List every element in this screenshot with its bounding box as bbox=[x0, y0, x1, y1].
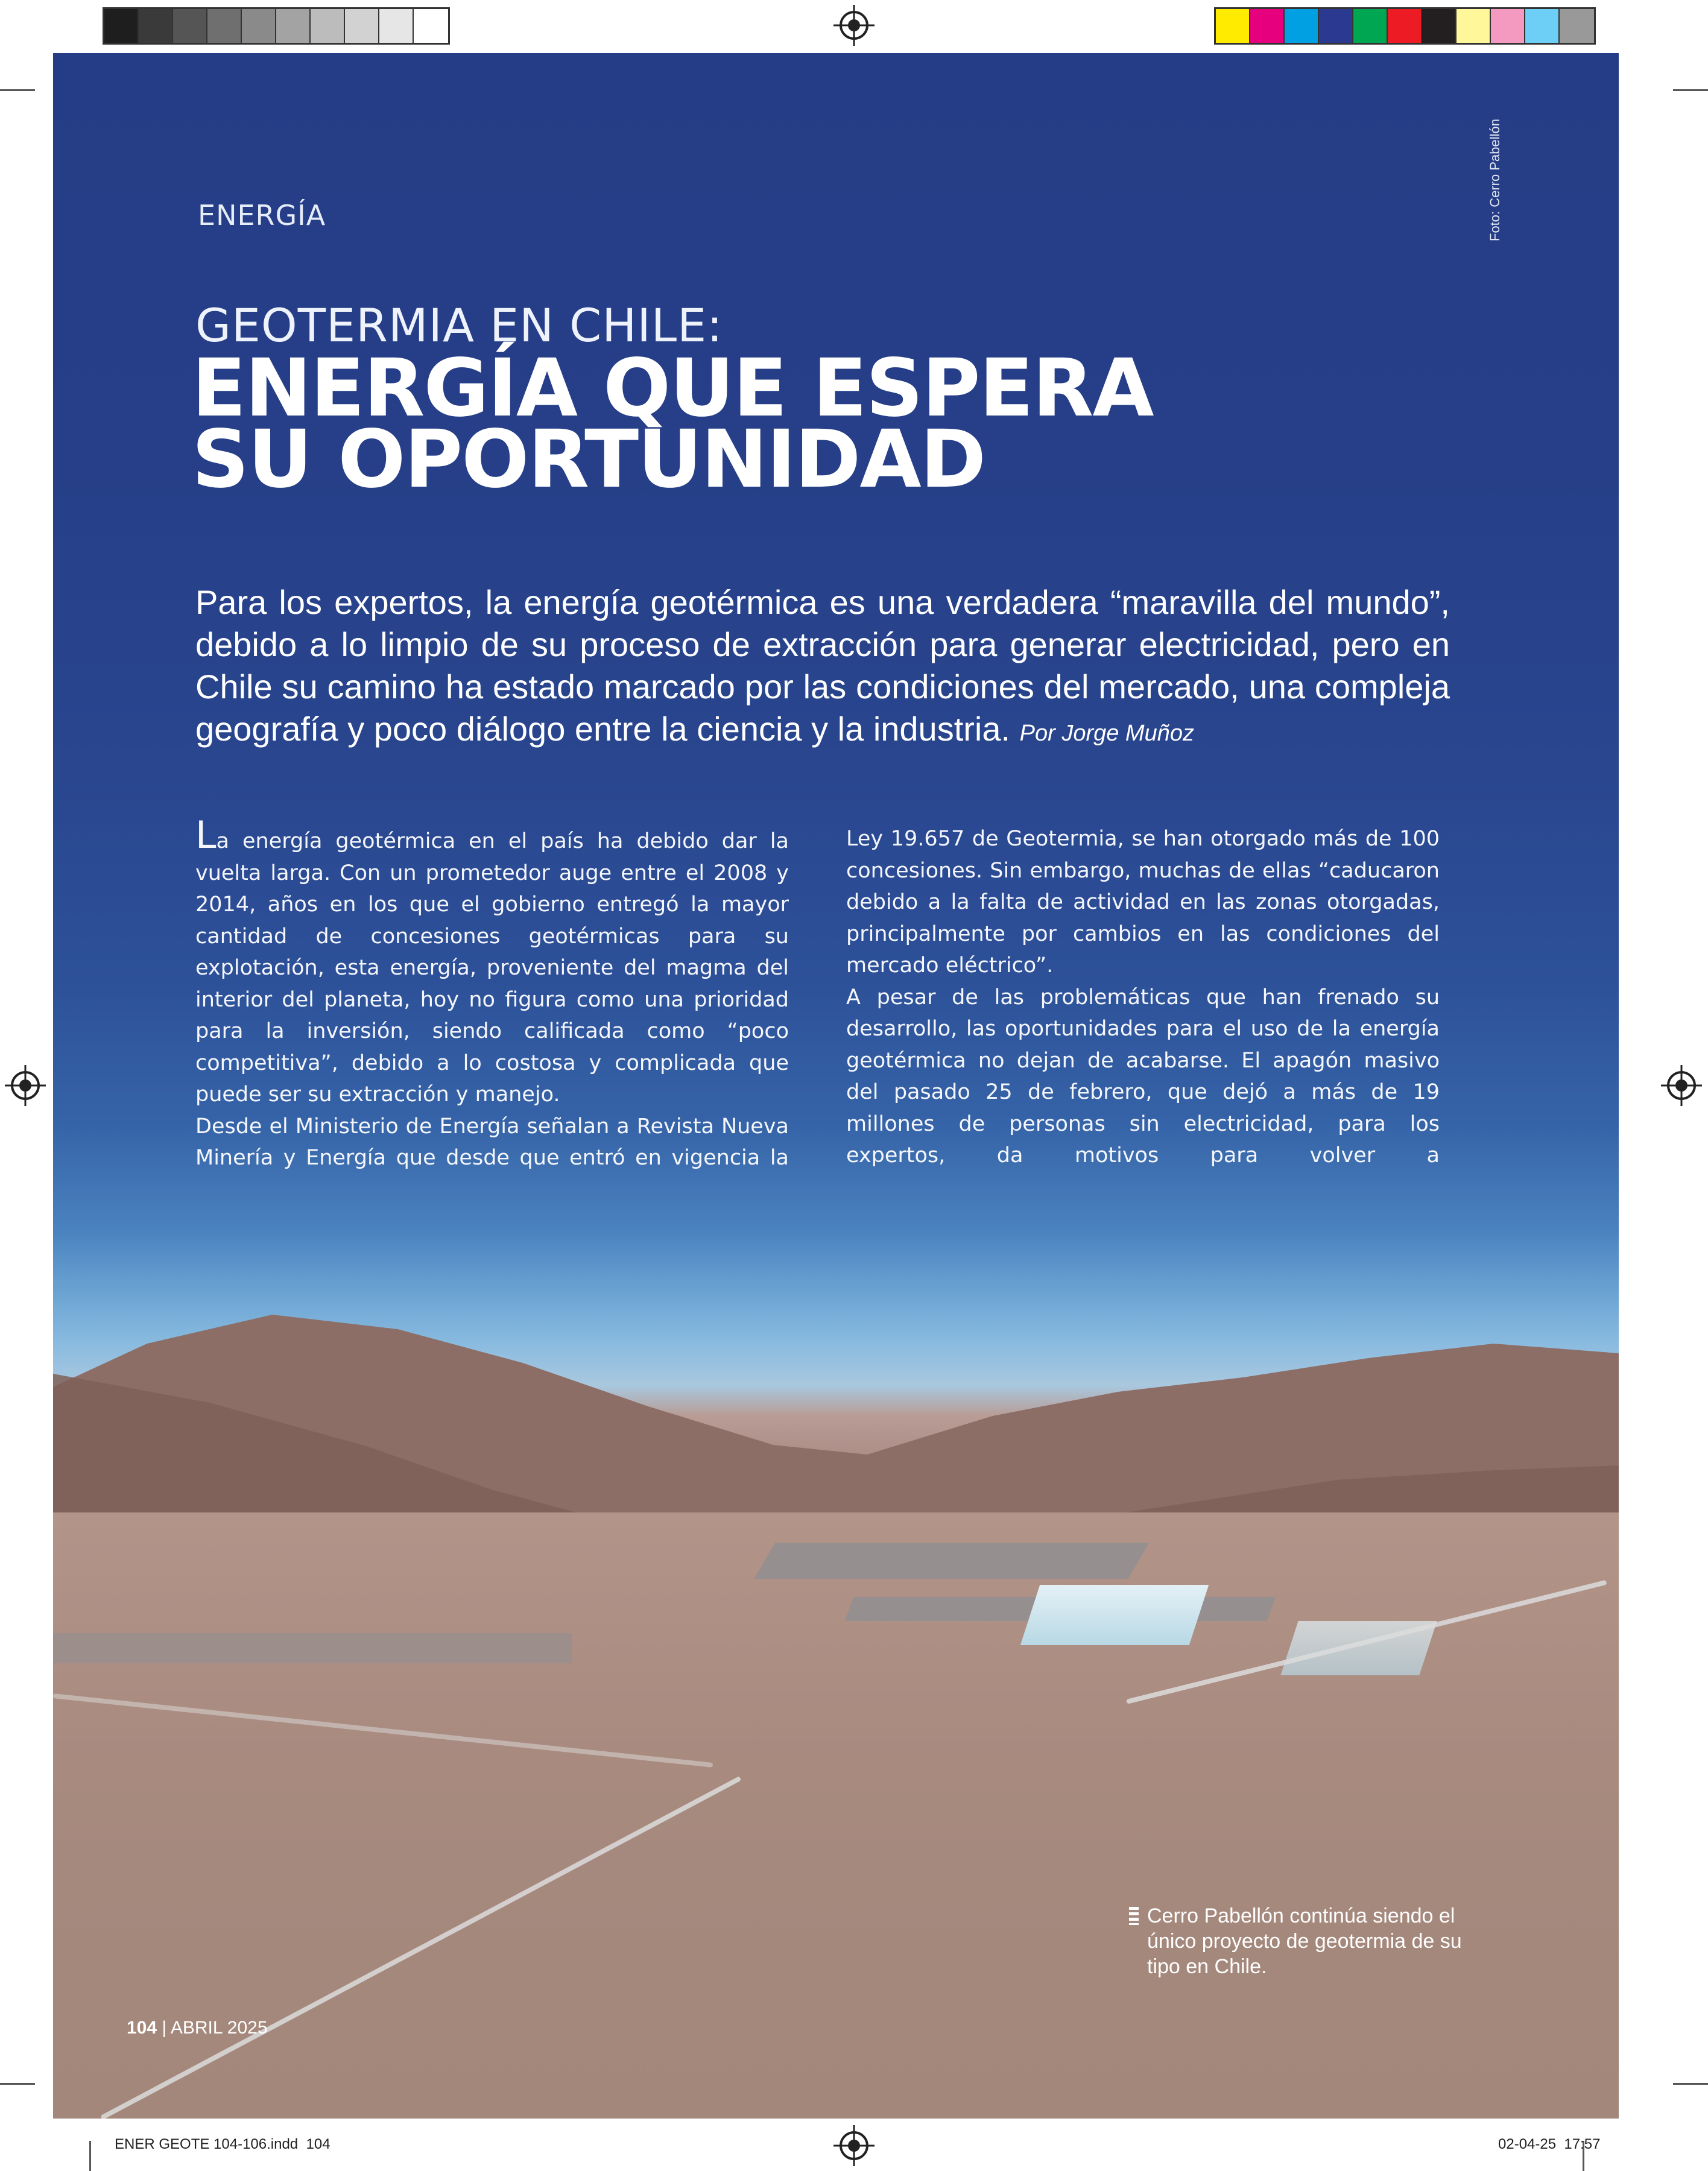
color-swatch bbox=[1216, 9, 1250, 43]
body-paragraph: A pesar de las problemáticas que han frenado su desarrollo, las oportunidades para el uso de la energía geotérmica no dejan de acabarse. El apagón masivo del pasado 25 de febrero, que dejó a más de 19 millones de personas sin electricidad, para los expertos, da motivos para volver a bbox=[846, 985, 1440, 1168]
issue-date: ABRIL 2025 bbox=[170, 2018, 268, 2038]
article-lead bbox=[195, 581, 1450, 754]
slug-date: 02-04-25 bbox=[1498, 2136, 1557, 2152]
color-swatch bbox=[173, 9, 207, 43]
title-line: SU OPORTUNIDAD bbox=[192, 413, 985, 506]
color-swatch bbox=[414, 9, 448, 43]
color-swatch bbox=[242, 9, 276, 43]
registration-mark-left bbox=[11, 1071, 40, 1100]
slug-filename: ENER GEOTE 104-106.indd bbox=[115, 2136, 299, 2152]
water-pond bbox=[1020, 1585, 1209, 1645]
color-calibration-bar bbox=[1214, 7, 1596, 45]
photo-caption bbox=[1129, 1903, 1473, 1979]
color-swatch bbox=[311, 9, 345, 43]
slug-file bbox=[115, 2136, 331, 2153]
plant-structures bbox=[53, 1633, 572, 1663]
color-swatch bbox=[1525, 9, 1560, 43]
color-swatch bbox=[276, 9, 311, 43]
slug-time: 17:57 bbox=[1564, 2136, 1601, 2152]
color-swatch bbox=[1388, 9, 1422, 43]
caption-bullet-icon bbox=[1129, 1907, 1139, 1925]
color-swatch bbox=[1457, 9, 1491, 43]
body-paragraph bbox=[195, 813, 789, 1111]
page-folio: 104 | ABRIL 2025 bbox=[127, 2018, 268, 2038]
registration-mark-bottom bbox=[840, 2131, 868, 2160]
body-column-right bbox=[846, 823, 1440, 1172]
color-swatch bbox=[1250, 9, 1285, 43]
plant-structures bbox=[754, 1543, 1150, 1579]
paragraph-text: a energía geotérmica en el país ha debido dar la vuelta larga. Con un prometedor auge entre el 2008 y 2014, años en los que el gobierno entregó la mayor cantidad de concesiones geotérmicas para su explotación, esta energía, proveniente del magma del interior del planeta, hoy no figura como una prioridad para la inversión, siendo calificada como “poco competitiva”, debido a lo costosa y complicada que puede ser su extracción y manejo. bbox=[195, 829, 789, 1107]
dropcap: L bbox=[195, 813, 217, 857]
body-column-left bbox=[195, 813, 789, 1174]
crop-mark bbox=[0, 2083, 35, 2085]
body-paragraph: Ley 19.657 de Geotermia, se han otorgado más de 100 concesiones. Sin embargo, muchas de ellas “caducaron debido a la falta de actividad en las zonas otorgadas, principalmente por cambios en las condiciones del mercado eléctrico”. bbox=[846, 827, 1440, 978]
registration-mark-top bbox=[840, 11, 868, 40]
color-swatch bbox=[207, 9, 242, 43]
color-swatch bbox=[1560, 9, 1594, 43]
body-paragraph: Desde el Ministerio de Energía señalan a Revista Nueva Minería y Energía que desde que entró en vigencia la bbox=[195, 1114, 789, 1170]
desert-plain bbox=[53, 1512, 1619, 2119]
slug-page: 104 bbox=[306, 2136, 331, 2152]
color-swatch bbox=[1491, 9, 1525, 43]
crop-mark bbox=[0, 89, 35, 91]
article-supertitle: GEOTERMIA EN CHILE: bbox=[195, 299, 723, 352]
crop-mark bbox=[1673, 2083, 1708, 2085]
color-swatch bbox=[345, 9, 379, 43]
registration-mark-right bbox=[1667, 1071, 1696, 1100]
slug-timestamp bbox=[1498, 2136, 1600, 2153]
caption-text: Cerro Pabellón continúa siendo el único proyecto de geotermia de su tipo en Chile. bbox=[1147, 1904, 1462, 1978]
color-swatch bbox=[1353, 9, 1388, 43]
byline: Por Jorge Muñoz bbox=[1019, 721, 1194, 746]
title-line: ENERGÍA QUE ESPERA bbox=[192, 342, 1153, 435]
crop-mark bbox=[1673, 89, 1708, 91]
color-swatch bbox=[379, 9, 414, 43]
page-number: 104 bbox=[127, 2018, 157, 2038]
color-swatch bbox=[104, 9, 139, 43]
gray-calibration-bar bbox=[103, 7, 450, 45]
section-label: ENERGÍA bbox=[198, 199, 326, 232]
color-swatch bbox=[1319, 9, 1353, 43]
article-title bbox=[192, 342, 1217, 506]
color-swatch bbox=[139, 9, 173, 43]
crop-mark bbox=[89, 2141, 91, 2171]
lead-text: Para los expertos, la energía geotérmica es una verdadera “maravilla del mundo”, debido a lo limpio de su proceso de extracción para generar electricidad, pero en Chile su camino ha estado marcado por las condiciones del mercado, una compleja geografía y poco diálogo entre la ciencia y la industria. bbox=[195, 583, 1450, 748]
color-swatch bbox=[1285, 9, 1319, 43]
photo-credit: Foto: Cerro Pabellón bbox=[1487, 119, 1502, 241]
color-swatch bbox=[1422, 9, 1457, 43]
